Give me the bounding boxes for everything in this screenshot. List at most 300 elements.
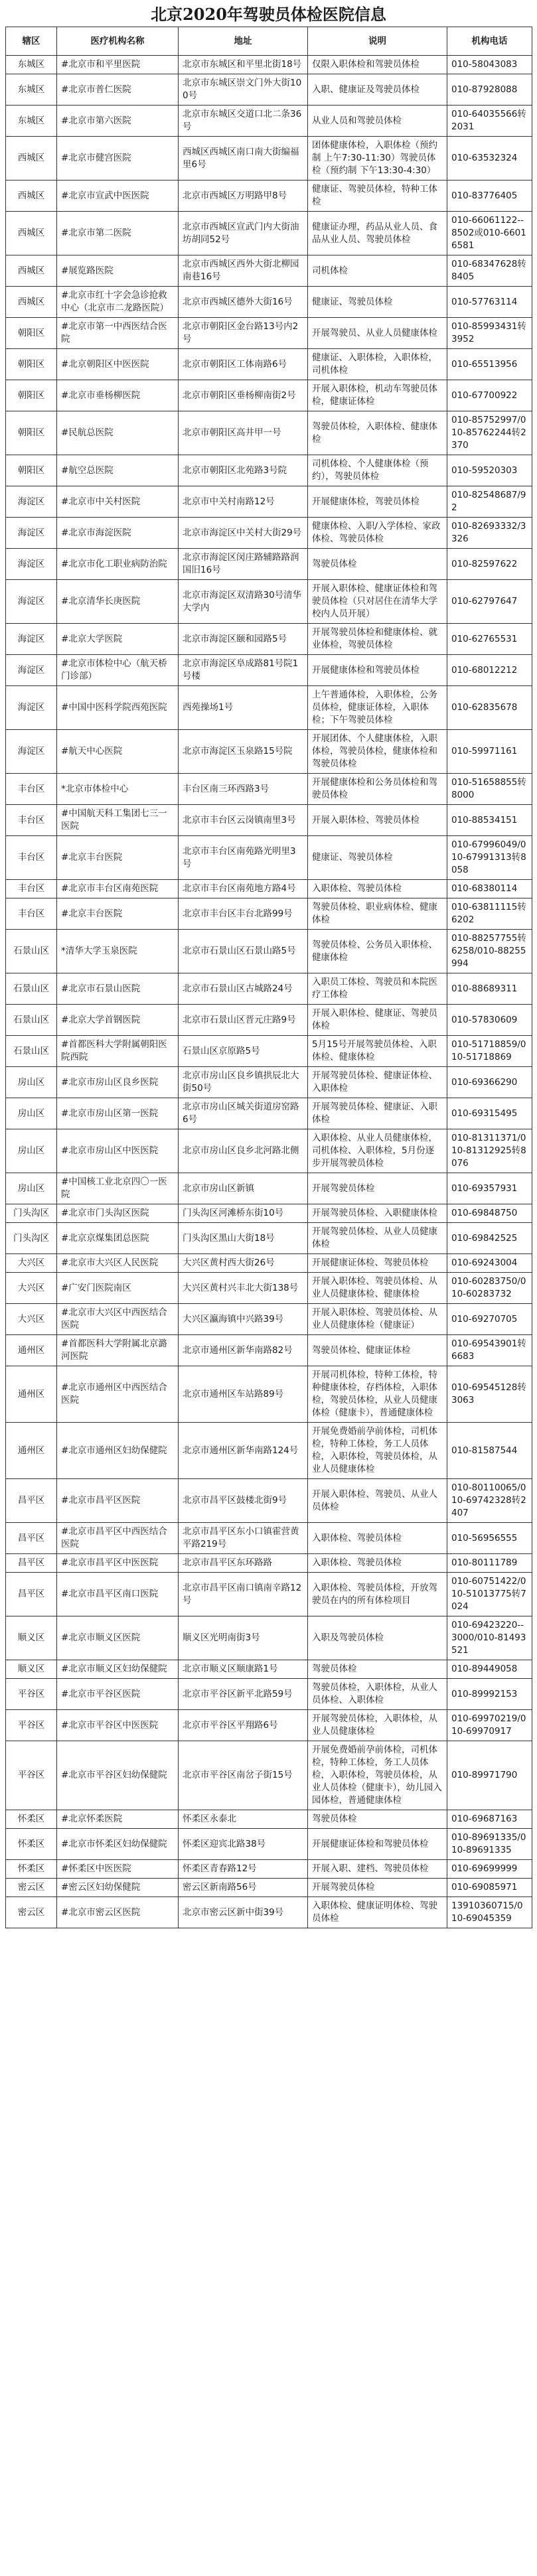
table-row	[6, 212, 532, 255]
institution-cell: #北京市房山区良乡医院	[57, 1067, 179, 1098]
institution-cell: #北京市门头沟区医院	[57, 1204, 179, 1223]
address-cell: 北京市平谷区南岔子街15号	[179, 1741, 308, 1810]
header-description: 说明	[308, 27, 447, 56]
institution-cell: #密云区妇幼保健院	[57, 1879, 179, 1897]
address-cell: 北京市海淀区双清路30号清华大学内	[179, 580, 308, 624]
address-cell: 石景山区京原路5号	[179, 1036, 308, 1067]
description-cell: 开展驾驶员体检、从业人员健康体检	[308, 1223, 447, 1254]
institution-cell: #首都医科大学附属北京潞河医院	[57, 1335, 179, 1366]
header-district: 辖区	[6, 27, 57, 56]
description-cell: 开展驾驶员体检，入职体检，从业人员健康体检	[308, 1710, 447, 1741]
institution-cell: #北京怀柔医院	[57, 1810, 179, 1829]
phone-cell: 010-82693332/3326	[447, 518, 532, 549]
district-cell: 密云区	[6, 1879, 57, 1897]
phone-cell: 010-85752997/010-85762244转2370	[447, 411, 532, 455]
district-cell: 房山区	[6, 1129, 57, 1173]
description-cell: 开展健康体检，驾驶员体检	[308, 486, 447, 518]
description-cell: 驾驶员体检、职业病体检、健康体检	[308, 898, 447, 930]
address-cell: 北京市东城区和平里北街18号	[179, 56, 308, 74]
address-cell: 北京市朝阳区北苑路3号院	[179, 455, 308, 486]
institution-cell: #民航总医院	[57, 411, 179, 455]
district-cell: 丰台区	[6, 805, 57, 836]
address-cell: 北京市通州区车站路89号	[179, 1366, 308, 1423]
table-row	[6, 1810, 532, 1829]
address-cell: 怀柔区永泰北	[179, 1810, 308, 1829]
address-cell: 北京市密云区新中街39号	[179, 1897, 308, 1928]
address-cell: 北京市朝阳区工体南路6号	[179, 349, 308, 380]
description-cell: 入职体检、驾驶员体检，开放驾驶员在内的所有体检项目	[308, 1573, 447, 1616]
description-cell: 入职体检、驾驶员体检	[308, 880, 447, 898]
phone-cell: 010-69315495	[447, 1098, 532, 1129]
description-cell: 开展免费婚前孕前体检，司机体检，特种工体检，务工人员体检，入职体检，驾驶员体检，从业人员健康体检	[308, 1423, 447, 1479]
institution-cell: #北京市昌平区中西医结合医院	[57, 1523, 179, 1554]
district-cell: 怀柔区	[6, 1829, 57, 1860]
table-row	[6, 580, 532, 624]
district-cell: 怀柔区	[6, 1810, 57, 1829]
description-cell: 入职、健康证及驾驶员体检	[308, 74, 447, 106]
phone-cell: 010-88257755转6258/010-88255994	[447, 930, 532, 973]
description-cell: 开展入职体检，机动车驾驶员体检，健康证体检	[308, 380, 447, 411]
description-cell: 开展入职体检、驾驶员体检、从业人员健康体检、健康体检	[308, 1273, 447, 1304]
hospital-table	[5, 27, 532, 1928]
table-row	[6, 180, 532, 212]
table-row	[6, 1098, 532, 1129]
institution-cell: #北京市体检中心（航天桥门诊部）	[57, 655, 179, 686]
description-cell: 驾驶员体检、健康证体检	[308, 1335, 447, 1366]
address-cell: 北京市丰台区云岗镇南里3号	[179, 805, 308, 836]
district-cell: 顺义区	[6, 1660, 57, 1679]
address-cell: 北京市房山区新镇	[179, 1173, 308, 1204]
district-cell: 通州区	[6, 1366, 57, 1423]
phone-cell: 010-65513956	[447, 349, 532, 380]
header-address: 地址	[179, 27, 308, 56]
table-row	[6, 318, 532, 349]
description-cell: 开展驾驶员体检、健康证、入职体检	[308, 1098, 447, 1129]
institution-cell: #北京市通州区中西医结合医院	[57, 1366, 179, 1423]
address-cell: 北京市昌平区东小口镇霍营黄平路219号	[179, 1523, 308, 1554]
address-cell: 北京市房山区良乡北河路北侧	[179, 1129, 308, 1173]
district-cell: 朝阳区	[6, 380, 57, 411]
address-cell: 大兴区瀛海镇中兴路39号	[179, 1304, 308, 1335]
table-row	[6, 380, 532, 411]
description-cell: 开展司机体检，特种工体检，特种健康体检，存档体检，入职体检，驾驶员体检，从业人员健康体检（健康卡），普通健康体检	[308, 1366, 447, 1423]
district-cell: 房山区	[6, 1067, 57, 1098]
table-row	[6, 1860, 532, 1879]
institution-cell: #中国航天科工集团七三一医院	[57, 805, 179, 836]
table-row	[6, 1573, 532, 1616]
address-cell: 北京市丰台区南苑地方路4号	[179, 880, 308, 898]
district-cell: 西城区	[6, 180, 57, 212]
district-cell: 大兴区	[6, 1273, 57, 1304]
institution-cell: #北京市化工职业病防治院	[57, 549, 179, 580]
description-cell: 健康证、入职体检，入职体检，司机体检	[308, 349, 447, 380]
institution-cell: #广安门医院南区	[57, 1273, 179, 1304]
table-row	[6, 1254, 532, 1273]
description-cell: 开展入职体检、驾驶员体检、从业人员健康体检（健康证）	[308, 1304, 447, 1335]
table-row	[6, 1067, 532, 1098]
description-cell: 团体健康体检，入职体检（预约制 上午7:30-11:30）驾驶员体检（预约制 下午13:30-4:30）	[308, 137, 447, 180]
institution-cell: #展览路医院	[57, 255, 179, 287]
district-cell: 大兴区	[6, 1304, 57, 1335]
table-row	[6, 1273, 532, 1304]
phone-cell: 010-80110065/010-69742328转2407	[447, 1479, 532, 1523]
institution-cell: #北京市第二医院	[57, 212, 179, 255]
phone-cell: 010-58043083	[447, 56, 532, 74]
institution-cell: #北京市红十字会急诊抢救中心（北京市二龙路医院）	[57, 287, 179, 318]
phone-cell: 010-56956555	[447, 1523, 532, 1554]
phone-cell: 010-69699999	[447, 1860, 532, 1879]
district-cell: 石景山区	[6, 1036, 57, 1067]
institution-cell: #北京市昌平区中医医院	[57, 1554, 179, 1573]
phone-cell: 010-80111789	[447, 1554, 532, 1573]
address-cell: 北京市昌平区鼓楼北街9号	[179, 1479, 308, 1523]
district-cell: 朝阳区	[6, 318, 57, 349]
district-cell: 海淀区	[6, 549, 57, 580]
header-institution: 医疗机构名称	[57, 27, 179, 56]
table-row	[6, 1366, 532, 1423]
district-cell: 昌平区	[6, 1523, 57, 1554]
description-cell: 入职体检、从业人员健康体检，司机体检、入职体检，5月份逐步开展驾驶员体检	[308, 1129, 447, 1173]
institution-cell: #怀柔区中医医院	[57, 1860, 179, 1879]
district-cell: 海淀区	[6, 518, 57, 549]
table-header-row	[6, 27, 532, 56]
institution-cell: #北京市和平里医院	[57, 56, 179, 74]
phone-cell: 010-89691335/010-89691335	[447, 1829, 532, 1860]
institution-cell: *清华大学玉泉医院	[57, 930, 179, 973]
table-row	[6, 1897, 532, 1928]
table-row	[6, 1741, 532, 1810]
institution-cell: #北京市丰台区南苑医院	[57, 880, 179, 898]
institution-cell: #航天中心医院	[57, 730, 179, 774]
table-row	[6, 255, 532, 287]
institution-cell: #北京市顺义区医院	[57, 1616, 179, 1660]
institution-cell: #北京市顺义区妇幼保健院	[57, 1660, 179, 1679]
phone-cell: 010-69357931	[447, 1173, 532, 1204]
address-cell: 北京市顺义区顺康路1号	[179, 1660, 308, 1679]
institution-cell: #北京市昌平区医院	[57, 1479, 179, 1523]
district-cell: 怀柔区	[6, 1860, 57, 1879]
phone-cell: 010-62765531	[447, 624, 532, 655]
address-cell: 北京市石景山区古城路24号	[179, 973, 308, 1005]
institution-cell: #北京京煤集团总医院	[57, 1223, 179, 1254]
description-cell: 健康证办理，药品从业人员、食品从业人员、驾驶员体检	[308, 212, 447, 255]
phone-cell: 010-88689311	[447, 973, 532, 1005]
header-phone: 机构电话	[447, 27, 532, 56]
description-cell: 健康体检、入职/入学体检、家政体检、驾驶员体检	[308, 518, 447, 549]
phone-cell: 010-69085971	[447, 1879, 532, 1897]
table-row	[6, 1304, 532, 1335]
phone-cell: 010-59971161	[447, 730, 532, 774]
phone-cell: 010-60283750/010-60283732	[447, 1273, 532, 1304]
description-cell: 开展入职体检、驾驶员、从业人员体检	[308, 1479, 447, 1523]
phone-cell: 010-64035566转2031	[447, 106, 532, 137]
district-cell: 大兴区	[6, 1254, 57, 1273]
phone-cell: 010-81587544	[447, 1423, 532, 1479]
table-row	[6, 1036, 532, 1067]
phone-cell: 010-63532324	[447, 137, 532, 180]
description-cell: 开展驾驶员体检	[308, 1173, 447, 1204]
table-row	[6, 486, 532, 518]
address-cell: 门头沟区黑山大街18号	[179, 1223, 308, 1254]
district-cell: 丰台区	[6, 774, 57, 805]
table-row	[6, 287, 532, 318]
address-cell: 北京市房山区城关街道房窑路6号	[179, 1098, 308, 1129]
address-cell: 北京市海淀区玉泉路15号院	[179, 730, 308, 774]
phone-cell: 010-51658855转8000	[447, 774, 532, 805]
address-cell: 北京市石景山区石景山路5号	[179, 930, 308, 973]
phone-cell: 010-66061122--8502或010-66016581	[447, 212, 532, 255]
district-cell: 顺义区	[6, 1616, 57, 1660]
district-cell: 海淀区	[6, 686, 57, 730]
phone-cell: 010-51718859/010-51718869	[447, 1036, 532, 1067]
table-row	[6, 1616, 532, 1660]
address-cell: 北京市石景山区晋元庄路9号	[179, 1005, 308, 1036]
page-title: 北京2020年驾驶员体检医院信息	[151, 5, 386, 24]
description-cell: 开展驾驶员体检和健康体检、就业体检，驾驶员体检	[308, 624, 447, 655]
phone-cell: 010-83776405	[447, 180, 532, 212]
district-cell: 西城区	[6, 287, 57, 318]
description-cell: 开展健康体检和驾驶员体检	[308, 655, 447, 686]
institution-cell: #北京市大兴区人民医院	[57, 1254, 179, 1273]
phone-cell: 010-63811115转6202	[447, 898, 532, 930]
description-cell: 健康证、驾驶员体检	[308, 287, 447, 318]
table-row	[6, 549, 532, 580]
table-row	[6, 455, 532, 486]
district-cell: 昌平区	[6, 1479, 57, 1523]
description-cell: 开展健康证体检、驾驶员体检	[308, 1254, 447, 1273]
description-cell: 开展入职体检、驾驶员体检	[308, 805, 447, 836]
table-row	[6, 730, 532, 774]
description-cell: 仅限入职体检和驾驶员体检	[308, 56, 447, 74]
description-cell: 入职员工体检、驾驶员和本院医疗工体检	[308, 973, 447, 1005]
table-row	[6, 137, 532, 180]
phone-cell: 010-69366290	[447, 1067, 532, 1098]
district-cell: 密云区	[6, 1897, 57, 1928]
district-cell: 通州区	[6, 1423, 57, 1479]
table-row	[6, 655, 532, 686]
district-cell: 丰台区	[6, 898, 57, 930]
district-cell: 东城区	[6, 106, 57, 137]
institution-cell: #首都医科大学附属朝阳医院西院	[57, 1036, 179, 1067]
address-cell: 北京市中关村南路12号	[179, 486, 308, 518]
phone-cell: 13910360715/010-69045359	[447, 1897, 532, 1928]
district-cell: 东城区	[6, 56, 57, 74]
table-row	[6, 1005, 532, 1036]
district-cell: 海淀区	[6, 580, 57, 624]
description-cell: 开展驾驶员、从业人员健康体检	[308, 318, 447, 349]
table-row	[6, 1660, 532, 1679]
phone-cell: 010-57830609	[447, 1005, 532, 1036]
address-cell: 北京市海淀区颐和园路5号	[179, 624, 308, 655]
district-cell: 丰台区	[6, 880, 57, 898]
table-row	[6, 973, 532, 1005]
address-cell: 北京市海淀区闵庄路辅路路润国旧16号	[179, 549, 308, 580]
table-body	[6, 56, 532, 1928]
phone-cell: 010-69842525	[447, 1223, 532, 1254]
address-cell: 北京市海淀区中关村大街29号	[179, 518, 308, 549]
institution-cell: #中国核工业北京四〇一医院	[57, 1173, 179, 1204]
table-row	[6, 1335, 532, 1366]
table-row	[6, 686, 532, 730]
phone-cell: 010-68012212	[447, 655, 532, 686]
address-cell: 北京市昌平区南口镇南辛路12号	[179, 1573, 308, 1616]
address-cell: 门头沟区河滩桥东街10号	[179, 1204, 308, 1223]
phone-cell: 010-87928088	[447, 74, 532, 106]
institution-cell: #北京清华长庚医院	[57, 580, 179, 624]
address-cell: 北京市西城区西外大街北柳园南巷16号	[179, 255, 308, 287]
table-row	[6, 1129, 532, 1173]
district-cell: 朝阳区	[6, 455, 57, 486]
district-cell: 平谷区	[6, 1741, 57, 1810]
institution-cell: #北京市普仁医院	[57, 74, 179, 106]
institution-cell: #北京市平谷区医院	[57, 1679, 179, 1710]
institution-cell: #北京市平谷区妇幼保健院	[57, 1741, 179, 1810]
table-row	[6, 1879, 532, 1897]
phone-cell: 010-59520303	[447, 455, 532, 486]
address-cell: 西城区西城区南口南大街编福里6号	[179, 137, 308, 180]
phone-cell: 010-85993431转3952	[447, 318, 532, 349]
district-cell: 门头沟区	[6, 1223, 57, 1254]
district-cell: 平谷区	[6, 1710, 57, 1741]
phone-cell: 010-82548687/92	[447, 486, 532, 518]
table-row	[6, 774, 532, 805]
district-cell: 西城区	[6, 212, 57, 255]
phone-cell: 010-67700922	[447, 380, 532, 411]
table-row	[6, 1223, 532, 1254]
institution-cell: #北京市房山区第一医院	[57, 1098, 179, 1129]
phone-cell: 010-69687163	[447, 1810, 532, 1829]
table-row	[6, 1204, 532, 1223]
table-row	[6, 1423, 532, 1479]
description-cell: 驾驶员体检、公务员入职体检、健康体检	[308, 930, 447, 973]
phone-cell: 010-67996049/010-67991313转8058	[447, 836, 532, 880]
institution-cell: #中国中医科学院西苑医院	[57, 686, 179, 730]
institution-cell: #北京市海淀医院	[57, 518, 179, 549]
institution-cell: #北京市密云区医院	[57, 1897, 179, 1928]
description-cell: 驾驶员体检，入职体检，从业人员体检、入职体检	[308, 1679, 447, 1710]
table-row	[6, 1679, 532, 1710]
address-cell: 密云区新南路56号	[179, 1879, 308, 1897]
address-cell: 北京市昌平区东环路路	[179, 1554, 308, 1573]
address-cell: 北京市通州区新华南路82号	[179, 1335, 308, 1366]
institution-cell: #北京市通州区妇幼保健院	[57, 1423, 179, 1479]
address-cell: 北京市房山区良乡镇拱辰北大街50号	[179, 1067, 308, 1098]
phone-cell: 010-68380114	[447, 880, 532, 898]
institution-cell: #北京市宣武中医医院	[57, 180, 179, 212]
address-cell: 北京市丰台区丰台北路99号	[179, 898, 308, 930]
address-cell: 北京市西城区德外大街16号	[179, 287, 308, 318]
table-row	[6, 411, 532, 455]
table-row	[6, 56, 532, 74]
address-cell: 北京市海淀区阜成路81号院1号楼	[179, 655, 308, 686]
district-cell: 西城区	[6, 137, 57, 180]
address-cell: 大兴区黄村西大街26号	[179, 1254, 308, 1273]
table-row	[6, 1523, 532, 1554]
district-cell: 石景山区	[6, 973, 57, 1005]
district-cell: 海淀区	[6, 655, 57, 686]
district-cell: 朝阳区	[6, 411, 57, 455]
description-cell: 开展健康体检和公务员体检和驾驶员体检	[308, 774, 447, 805]
phone-cell: 010-68347628转8405	[447, 255, 532, 287]
description-cell: 入职体检、驾驶员体检	[308, 1554, 447, 1573]
phone-cell: 010-57763114	[447, 287, 532, 318]
description-cell: 开展入职体检、健康证、驾驶员体检	[308, 1005, 447, 1036]
district-cell: 门头沟区	[6, 1204, 57, 1223]
phone-cell: 010-62797647	[447, 580, 532, 624]
district-cell: 平谷区	[6, 1679, 57, 1710]
table-row	[6, 1710, 532, 1741]
description-cell: 开展入职体检、健康证体检和驾驶员体检（只对居住在清华大学校内人员开展）	[308, 580, 447, 624]
description-cell: 开展驾驶员体检、健康证体检、入职体检	[308, 1067, 447, 1098]
description-cell: 司机体检	[308, 255, 447, 287]
institution-cell: #北京丰台医院	[57, 836, 179, 880]
table-row	[6, 1173, 532, 1204]
institution-cell: #北京市健宫医院	[57, 137, 179, 180]
phone-cell: 010-81311371/010-81312925转8076	[447, 1129, 532, 1173]
description-cell: 开展免费婚前孕前体检，司机体检，特种工体检，务工人员体检，入职体检，驾驶员体检，从业人员体检（健康卡），幼儿园入园体检，普通健康体检	[308, 1741, 447, 1810]
institution-cell: #北京市昌平区南口医院	[57, 1573, 179, 1616]
address-cell: 北京市朝阳区垂杨柳南街2号	[179, 380, 308, 411]
table-row	[6, 1829, 532, 1860]
phone-cell: 010-69243004	[447, 1254, 532, 1273]
description-cell: 5月15号开展驾驶员体检、入职体检、健康体检	[308, 1036, 447, 1067]
address-cell: 怀柔区迎宾北路38号	[179, 1829, 308, 1860]
district-cell: 昌平区	[6, 1573, 57, 1616]
table-row	[6, 836, 532, 880]
description-cell: 驾驶员体检	[308, 1660, 447, 1679]
address-cell: 大兴区黄村兴丰北大街138号	[179, 1273, 308, 1304]
district-cell: 海淀区	[6, 730, 57, 774]
address-cell: 北京市朝阳区高井甲一号	[179, 411, 308, 455]
description-cell: 入职体检、健康证明体检、驾驶员体检	[308, 1897, 447, 1928]
description-cell: 健康证、驾驶员体检	[308, 836, 447, 880]
district-cell: 石景山区	[6, 930, 57, 973]
description-cell: 开展驾驶员体检、入职健康体检	[308, 1204, 447, 1223]
table-row	[6, 880, 532, 898]
phone-cell: 010-60751422/010-51013775转7024	[447, 1573, 532, 1616]
description-cell: 开展健康证体检和驾驶员体检	[308, 1829, 447, 1860]
address-cell: 北京市西城区万明路甲8号	[179, 180, 308, 212]
table-row	[6, 74, 532, 106]
institution-cell: #北京市第六医院	[57, 106, 179, 137]
institution-cell: #北京市第一中西医结合医院	[57, 318, 179, 349]
table-row	[6, 624, 532, 655]
table-row	[6, 805, 532, 836]
address-cell: 丰台区南三环西路3号	[179, 774, 308, 805]
address-cell: 北京市东城区崇文门外大街100号	[179, 74, 308, 106]
table-row	[6, 349, 532, 380]
address-cell: 顺义区光明南街3号	[179, 1616, 308, 1660]
description-cell: 入职体检、驾驶员体检	[308, 1523, 447, 1554]
institution-cell: #航空总医院	[57, 455, 179, 486]
district-cell: 朝阳区	[6, 349, 57, 380]
description-cell: 开展入职、建档、驾驶员体检	[308, 1860, 447, 1879]
description-cell: 开展驾驶员体检	[308, 1879, 447, 1897]
institution-cell: *北京市体检中心	[57, 774, 179, 805]
address-cell: 北京市朝阳区金台路13号内2号	[179, 318, 308, 349]
description-cell: 入职及驾驶员体检	[308, 1616, 447, 1660]
address-cell: 西苑操场1号	[179, 686, 308, 730]
phone-cell: 010-69545128转3063	[447, 1366, 532, 1423]
institution-cell: #北京大学首钢医院	[57, 1005, 179, 1036]
district-cell: 石景山区	[6, 1005, 57, 1036]
phone-cell: 010-82597622	[447, 549, 532, 580]
phone-cell: 010-69848750	[447, 1204, 532, 1223]
district-cell: 昌平区	[6, 1554, 57, 1573]
institution-cell: #北京市大兴区中西医结合医院	[57, 1304, 179, 1335]
phone-cell: 010-69970219/010-69970917	[447, 1710, 532, 1741]
institution-cell: #北京市石景山医院	[57, 973, 179, 1005]
